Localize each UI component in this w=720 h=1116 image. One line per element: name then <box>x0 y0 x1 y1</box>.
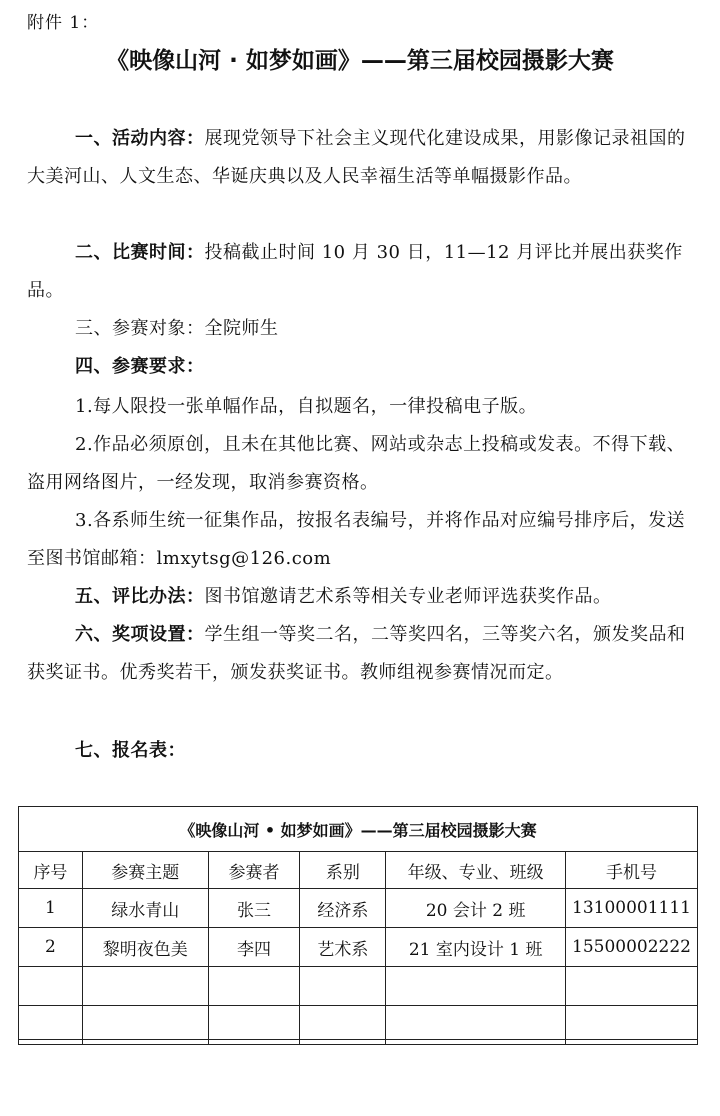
header-cell: 年级、专业、班级 <box>386 852 566 889</box>
cell: 13100001111 <box>565 889 697 928</box>
cell <box>82 1006 208 1045</box>
signup-label: 七、报名表： <box>75 740 186 761</box>
cell <box>208 967 300 1006</box>
cell <box>300 967 386 1006</box>
judge-label: 五、评比办法： <box>75 586 205 607</box>
cell: 李四 <box>208 928 300 967</box>
cell: 20 会计 2 班 <box>386 889 566 928</box>
cell: 1 <box>19 889 83 928</box>
award-text: 学生组一等奖二名，二等奖四名，三等奖六名，颁发奖品和获奖证书。优秀奖若干，颁发获奖证书。教师组视参赛情况而定。 <box>27 624 686 683</box>
award-label: 六、奖项设置： <box>75 624 205 645</box>
cell: 2 <box>19 928 83 967</box>
cell: 经济系 <box>300 889 386 928</box>
cell <box>565 1006 697 1045</box>
cell <box>208 1006 300 1045</box>
section-time <box>27 234 693 310</box>
section-judge <box>27 578 693 616</box>
header-cell: 序号 <box>19 852 83 889</box>
target-text: 全院师生 <box>204 318 279 339</box>
cell <box>386 967 566 1006</box>
table-row <box>19 1006 698 1045</box>
signup-table <box>18 806 698 1040</box>
cell <box>19 967 83 1006</box>
header-cell: 手机号 <box>565 852 697 889</box>
cell <box>82 967 208 1006</box>
req-label: 四、参赛要求： <box>75 356 205 377</box>
content-text: 展现党领导下社会主义现代化建设成果，用影像记录祖国的大美河山、人文生态、华诞庆典以及人民幸福生活等单幅摄影作品。 <box>27 128 686 187</box>
cell: 黎明夜色美 <box>82 928 208 967</box>
table-row <box>19 967 698 1006</box>
cell: 绿水青山 <box>82 889 208 928</box>
attachment-label: 附件 1： <box>27 13 100 33</box>
page-title: 《映像山河 · 如梦如画》——第三届校园摄影大赛 <box>106 48 614 74</box>
cell <box>300 1006 386 1045</box>
content-label: 一、活动内容： <box>75 128 205 149</box>
time-label: 二、比赛时间： <box>75 242 205 263</box>
section-award <box>27 616 693 692</box>
cell: 15500002222 <box>565 928 697 967</box>
section-target <box>27 310 693 348</box>
req-item-1: 1.每人限投一张单幅作品，自拟题名，一律投稿电子版。 <box>75 396 538 417</box>
cell <box>19 1006 83 1045</box>
cell: 21 室内设计 1 班 <box>386 928 566 967</box>
table-row <box>19 889 698 928</box>
cell: 张三 <box>208 889 300 928</box>
target-label: 三、参赛对象： <box>75 318 205 339</box>
table-caption: 《映像山河 • 如梦如画》——第三届校园摄影大赛 <box>19 807 698 852</box>
cell <box>386 1006 566 1045</box>
req-item-2: 2.作品必须原创，且未在其他比赛、网站或杂志上投稿或发表。不得下载、盗用网络图片，一经发现，取消参赛资格。 <box>27 434 686 493</box>
req-item-3: 3.各系师生统一征集作品，按报名表编号，并将作品对应编号排序后，发送至图书馆邮箱：lmxytsg@126.com <box>27 510 686 569</box>
header-cell: 参赛主题 <box>82 852 208 889</box>
section-content <box>27 120 693 196</box>
table-row <box>19 928 698 967</box>
header-cell: 参赛者 <box>208 852 300 889</box>
cell: 艺术系 <box>300 928 386 967</box>
time-text: 投稿截止时间 10 月 30 日，11—12 月评比并展出获奖作品。 <box>27 242 683 301</box>
header-cell: 系别 <box>300 852 386 889</box>
judge-text: 图书馆邀请艺术系等相关专业老师评选获奖作品。 <box>204 586 612 607</box>
cell <box>565 967 697 1006</box>
